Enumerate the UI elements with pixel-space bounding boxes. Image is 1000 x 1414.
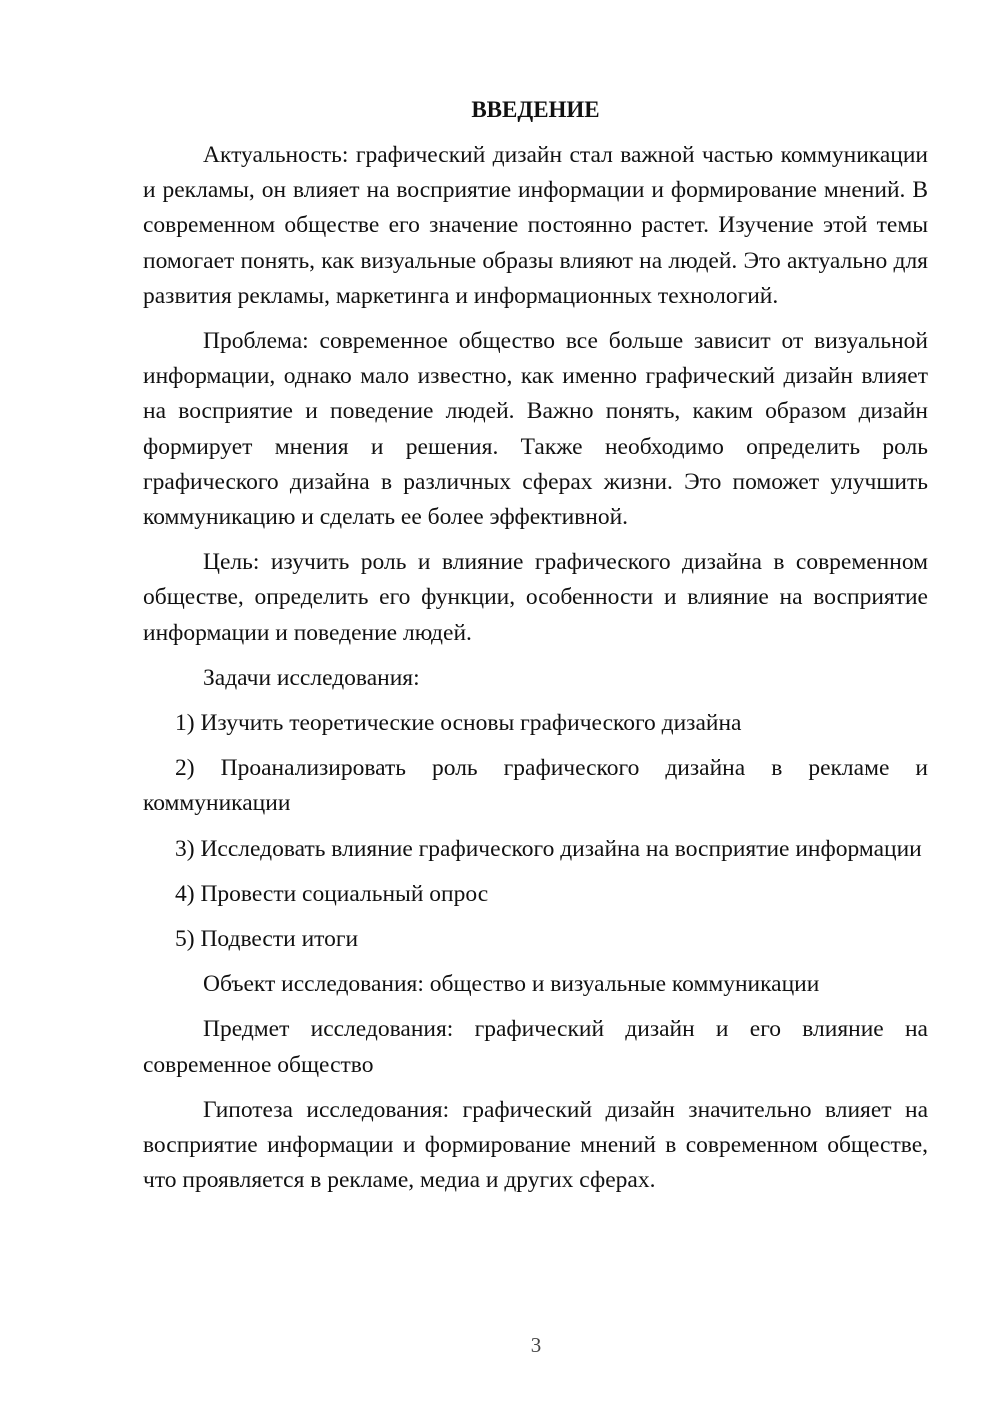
problem-paragraph: Проблема: современное общество все больше зависит от визуальной информации, однако мало известно, как именно графический дизайн влияет на восприятие и поведение людей. Важно понять, каким образом дизайн формирует мнения и решения. Также необходимо определить роль графического дизайна в различных сферах жизни. Это поможет улучшить коммуникацию и сделать ее более эффективной.: [143, 328, 928, 531]
section-title: ВВЕДЕНИЕ: [471, 97, 600, 122]
task-item-1: 1) Изучить теоретические основы графического дизайна: [175, 710, 742, 737]
page-content: [143, 92, 928, 1208]
task-item-4: 4) Провести социальный опрос: [175, 880, 489, 907]
goal-paragraph: Цель: изучить роль и влияние графического дизайна в современном обществе, определить его функции, особенности и влияние на восприятие информации и поведение людей.: [143, 549, 928, 646]
relevance-paragraph: Актуальность: графический дизайн стал важной частью коммуникации и рекламы, он влияет на восприятие информации и формирование мнений. В современном обществе его значение постоянно растет. Изучение этой темы помогает понять, как визуальные образы влияют на людей. Это актуально для развития рекламы, маркетинга и информационных технологий.: [143, 142, 928, 309]
subject-paragraph: Предмет исследования: графический дизайн и его влияние на современное общество: [143, 1016, 928, 1078]
tasks-heading: Задачи исследования:: [203, 664, 420, 691]
hypothesis-paragraph: Гипотеза исследования: графический дизайн значительно влияет на восприятие информации и формирование мнений в современном обществе, что проявляется в рекламе, медиа и других сферах.: [143, 1096, 928, 1194]
task-item-5: 5) Подвести итоги: [175, 926, 359, 953]
task-item-2: 2) Проанализировать роль графического дизайна в рекламе и коммуникации: [143, 755, 928, 817]
task-item-3: 3) Исследовать влияние графического дизайна на восприятие информации: [175, 835, 922, 862]
object-paragraph: Объект исследования: общество и визуальные коммуникации: [203, 971, 820, 998]
page-number: 3: [530, 1333, 542, 1357]
